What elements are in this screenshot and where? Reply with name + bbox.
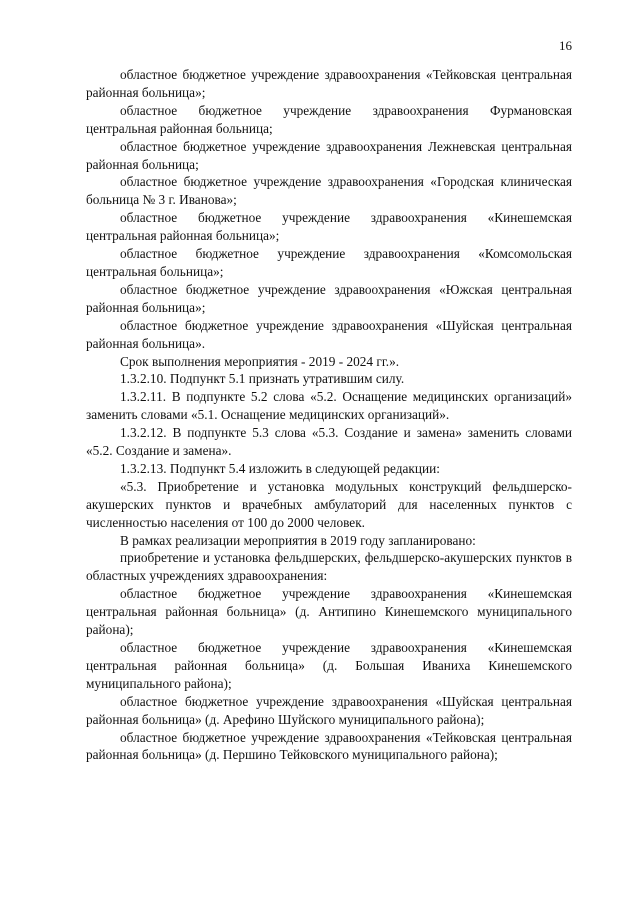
paragraph: областное бюджетное учреждение здравоохранения «Кинешемская центральная районная больница» (д. Антипино Кинешемского муниципального района); bbox=[86, 586, 572, 638]
paragraph: областное бюджетное учреждение здравоохранения «Кинешемская центральная районная больница»; bbox=[86, 210, 572, 244]
paragraph: областное бюджетное учреждение здравоохранения «Тейковская центральная районная больница»; bbox=[86, 67, 572, 100]
paragraph: 1.3.2.11. В подпункте 5.2 слова «5.2. Оснащение медицинских организаций» заменить словами «5.1. Оснащение медицинских организаций». bbox=[86, 389, 572, 423]
paragraph: областное бюджетное учреждение здравоохранения Фурмановская центральная районная больница; bbox=[86, 102, 572, 136]
page-number: 16 bbox=[559, 38, 572, 53]
paragraph: областное бюджетное учреждение здравоохранения «Комсомольская центральная больница»; bbox=[86, 246, 572, 279]
paragraph: областное бюджетное учреждение здравоохранения Лежневская центральная районная больница; bbox=[86, 138, 572, 172]
paragraph: 1.3.2.12. В подпункте 5.3 слова «5.3. Создание и замена» заменить словами «5.2. Создание и замена». bbox=[86, 425, 572, 459]
paragraph: областное бюджетное учреждение здравоохранения «Тейковская центральная районная больница» (д. Першино Тейковского муниципального района); bbox=[86, 729, 572, 763]
paragraph: Срок выполнения мероприятия - 2019 - 2024 гг.». bbox=[120, 353, 400, 369]
paragraph: «5.3. Приобретение и установка модульных конструкций фельдшерско-акушерских пунктов и врачебных амбулаторий для населенных пунктов с численностью населения от 100 до 2000 человек. bbox=[86, 478, 572, 530]
paragraph: 1.3.2.10. Подпункт 5.1 признать утратившим силу. bbox=[120, 371, 405, 387]
paragraph: 1.3.2.13. Подпункт 5.4 изложить в следующей редакции: bbox=[120, 460, 440, 476]
paragraph: приобретение и установка фельдшерских, фельдшерско-акушерских пунктов в областных учреждениях здравоохранения: bbox=[86, 550, 572, 584]
paragraph: областное бюджетное учреждение здравоохранения «Южская центральная районная больница»; bbox=[86, 281, 572, 315]
paragraph: областное бюджетное учреждение здравоохранения «Городская клиническая больница № 3 г. Иванова»; bbox=[86, 174, 572, 208]
paragraph: В рамках реализации мероприятия в 2019 году запланировано: bbox=[120, 532, 476, 548]
paragraph: областное бюджетное учреждение здравоохранения «Шуйская центральная районная больница» (д. Арефино Шуйского муниципального района); bbox=[86, 693, 572, 727]
paragraph: областное бюджетное учреждение здравоохранения «Шуйская центральная районная больница». bbox=[86, 317, 572, 351]
paragraph: областное бюджетное учреждение здравоохранения «Кинешемская центральная районная больница» (д. Большая Иваниха Кинешемского муниципального района); bbox=[86, 640, 572, 691]
document-body bbox=[86, 66, 572, 764]
